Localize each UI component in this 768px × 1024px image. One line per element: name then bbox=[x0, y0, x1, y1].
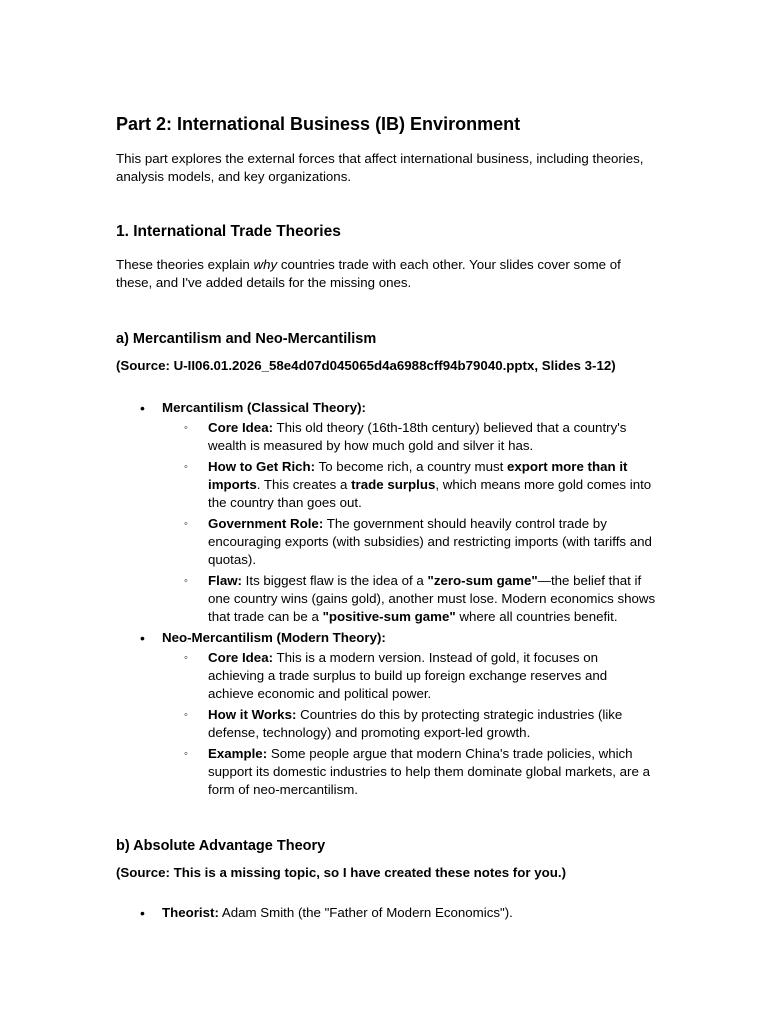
flaw-bold-b: "positive-sum game" bbox=[322, 609, 456, 624]
subsection-a-source: (Source: U-II06.01.2026_58e4d07d045065d4a6988cff94b79040.pptx, Slides 3-12) bbox=[116, 358, 616, 373]
page-title: Part 2: International Business (IB) Environment bbox=[116, 114, 521, 134]
list-item-theorist bbox=[116, 904, 656, 922]
how-it-works-text: Countries do this by protecting strategic industries (like defense, technology) and promoting export-led growth. bbox=[208, 707, 623, 740]
how-it-works-label: How it Works: bbox=[208, 707, 297, 722]
list-item-mercantilism bbox=[116, 399, 656, 626]
how-to-get-rich-text-c: , which means more gold comes into the country than goes out. bbox=[208, 477, 652, 510]
example-text: Some people argue that modern China's trade policies, which support its domestic industries to help them dominate global markets, are a form of neo-mercantilism. bbox=[208, 746, 650, 797]
sub-bullet-icon: ◦ bbox=[184, 748, 188, 760]
flaw-text-b: —the belief that if one country wins (gains gold), another must lose. Modern economics shows that trade can be a bbox=[208, 573, 656, 624]
core-idea-text: This old theory (16th-18th century) believed that a country's wealth is measured by how much gold and silver it has. bbox=[208, 420, 627, 453]
subsection-b-heading: b) Absolute Advantage Theory bbox=[116, 838, 326, 854]
list-item-how-to-get-rich bbox=[162, 458, 656, 512]
example-label: Example: bbox=[208, 746, 268, 761]
list-item-how-it-works bbox=[162, 706, 656, 742]
section-1-intro bbox=[116, 256, 656, 292]
theorist-text: Adam Smith (the "Father of Modern Economics"). bbox=[218, 905, 513, 920]
intro-paragraph: This part explores the external forces that affect international business, including theories, analysis models, and key organizations. bbox=[116, 151, 644, 184]
list-item-example bbox=[162, 745, 656, 799]
section-1-intro-emphasis: why bbox=[253, 257, 278, 272]
flaw-bold-a: "zero-sum game" bbox=[427, 573, 538, 588]
theorist-label: Theorist: bbox=[162, 905, 219, 920]
document-content bbox=[116, 113, 656, 922]
sub-bullet-icon: ◦ bbox=[184, 422, 188, 434]
neo-mercantilism-label: Neo-Mercantilism (Modern Theory): bbox=[162, 630, 386, 645]
flaw-label: Flaw: bbox=[208, 573, 242, 588]
section-1-heading: 1. International Trade Theories bbox=[116, 223, 341, 240]
neo-mercantilism-sublist bbox=[162, 649, 656, 799]
how-to-get-rich-text-a: To become rich, a country must bbox=[315, 459, 508, 474]
sub-bullet-icon: ◦ bbox=[184, 461, 188, 473]
list-item-government-role bbox=[162, 515, 656, 569]
subsection-a-heading: a) Mercantilism and Neo-Mercantilism bbox=[116, 331, 377, 347]
sub-bullet-icon: ◦ bbox=[184, 575, 188, 587]
government-role-text: The government should heavily control trade by encouraging exports (with subsidies) and restricting imports (with tariffs and quotas). bbox=[208, 516, 652, 567]
section-1-intro-text-a: These theories explain bbox=[116, 257, 254, 272]
subsection-a-list bbox=[116, 399, 656, 799]
bullet-icon: • bbox=[140, 905, 145, 921]
list-item-flaw bbox=[162, 572, 656, 626]
core-idea-label: Core Idea: bbox=[208, 420, 274, 435]
bullet-icon: • bbox=[140, 630, 145, 646]
sub-bullet-icon: ◦ bbox=[184, 518, 188, 530]
mercantilism-sublist bbox=[162, 419, 656, 626]
subsection-b-list bbox=[116, 904, 656, 922]
flaw-text-a: Its biggest flaw is the idea of a bbox=[241, 573, 428, 588]
sub-bullet-icon: ◦ bbox=[184, 709, 188, 721]
list-item-neo-mercantilism bbox=[116, 629, 656, 799]
mercantilism-label: Mercantilism (Classical Theory): bbox=[162, 400, 366, 415]
how-to-get-rich-bold-a: export more than it imports bbox=[208, 459, 628, 492]
neo-core-idea-label: Core Idea: bbox=[208, 650, 274, 665]
government-role-label: Government Role: bbox=[208, 516, 324, 531]
bullet-icon: • bbox=[140, 400, 145, 416]
list-item-neo-core-idea bbox=[162, 649, 656, 703]
how-to-get-rich-text-b: . This creates a bbox=[256, 477, 352, 492]
subsection-b-source: (Source: This is a missing topic, so I have created these notes for you.) bbox=[116, 865, 566, 880]
section-1-intro-text-b: countries trade with each other. Your slides cover some of these, and I've added details for the missing ones. bbox=[116, 257, 621, 290]
how-to-get-rich-label: How to Get Rich: bbox=[208, 459, 316, 474]
sub-bullet-icon: ◦ bbox=[184, 652, 188, 664]
flaw-text-c: where all countries benefit. bbox=[455, 609, 618, 624]
neo-core-idea-text: This is a modern version. Instead of gold, it focuses on achieving a trade surplus to build up foreign exchange reserves and achieve economic and political power. bbox=[208, 650, 608, 701]
how-to-get-rich-bold-b: trade surplus bbox=[351, 477, 436, 492]
list-item-core-idea bbox=[162, 419, 656, 455]
